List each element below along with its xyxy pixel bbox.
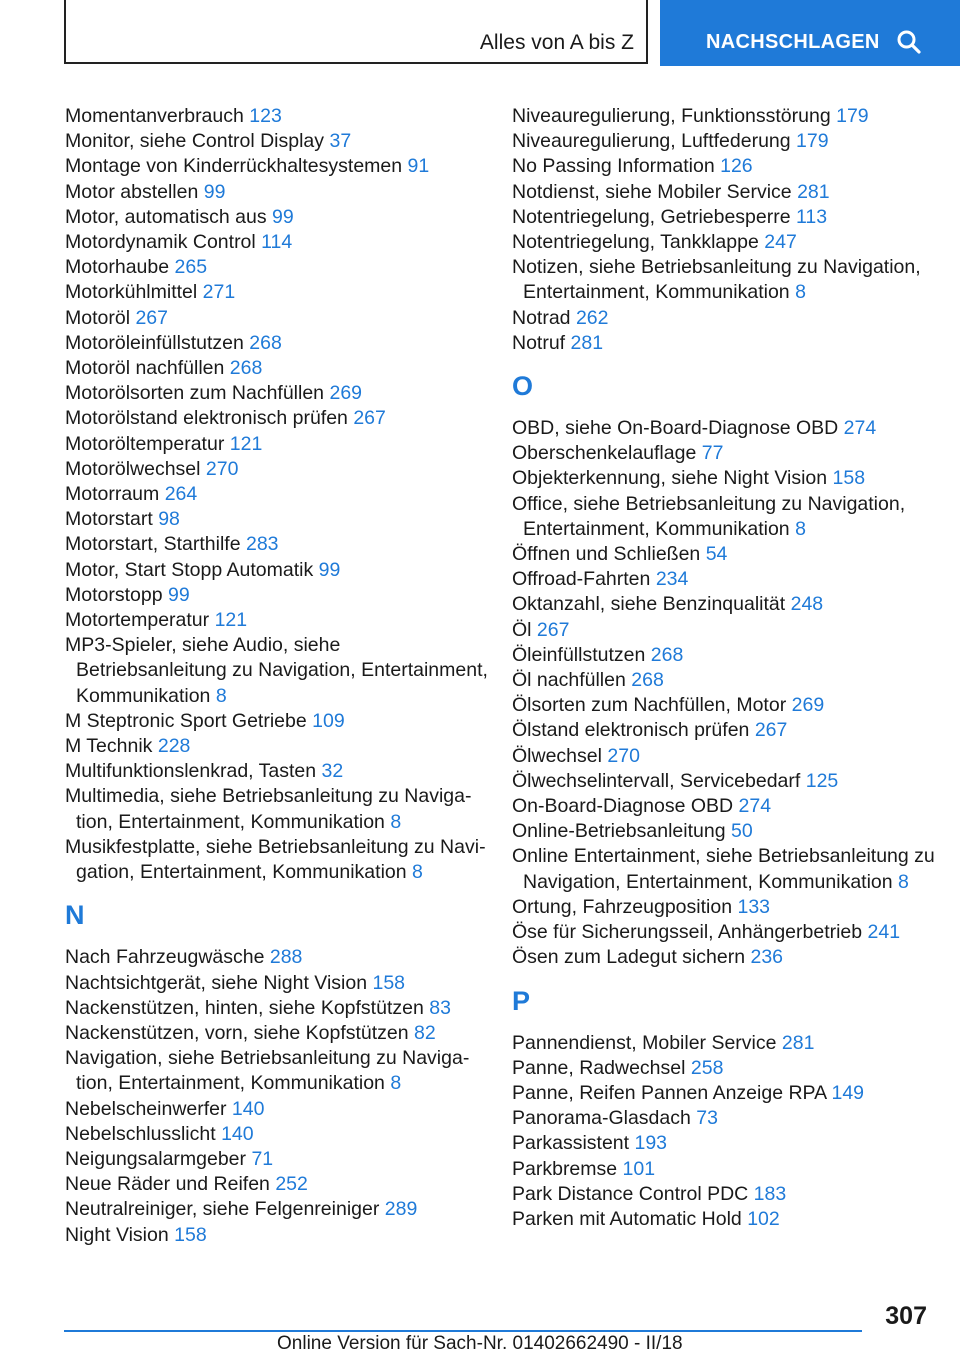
page-reference-link[interactable]: 247 (764, 231, 797, 254)
index-entry-text: Notdienst, siehe Mobiler Service (512, 180, 792, 203)
index-entry-text: M Steptronic Sport Getriebe (65, 709, 307, 732)
page-reference-link[interactable]: 271 (202, 281, 236, 304)
page-reference-link[interactable]: 32 (321, 760, 344, 783)
nachschlagen-tab[interactable] (660, 0, 960, 66)
index-entry-text: Parkbremse (512, 1157, 618, 1180)
page-reference-link[interactable]: 98 (158, 508, 180, 531)
index-entry-text: Nackenstützen, hinten, siehe Kopfstützen (65, 996, 424, 1019)
page-reference-link[interactable]: 50 (730, 820, 753, 843)
index-entry-text: Niveauregulierung, Luftfederung (512, 130, 791, 153)
page-reference-link[interactable]: 99 (167, 583, 190, 606)
index-entry-text: Notrad (512, 306, 571, 329)
index-entry (512, 154, 936, 179)
index-entry (65, 835, 495, 885)
index-entry-text: Musikfestplatte, siehe Betriebsanleitung zu Navigation, Entertainment, Kommunikation (65, 835, 486, 884)
index-entry (512, 466, 936, 491)
page-reference-link[interactable]: 268 (229, 357, 263, 380)
page-reference-link[interactable]: 71 (251, 1147, 274, 1170)
page-reference-link[interactable]: 82 (414, 1021, 436, 1044)
index-entry (65, 945, 495, 970)
page-reference-link[interactable]: 268 (249, 331, 282, 354)
index-entry-text: Offroad-Fahrten (512, 568, 651, 591)
index-entry-text: Motorstopp (65, 583, 163, 606)
index-entry (512, 920, 936, 945)
index-entry-text: Neutralreiniger, siehe Felgenreiniger (65, 1198, 380, 1221)
index-entry (65, 1197, 495, 1222)
index-entry (65, 205, 495, 230)
index-entry (512, 844, 936, 894)
index-entry-text: Ösen zum Ladegut sichern (512, 946, 746, 969)
page-reference-link[interactable]: 262 (575, 306, 609, 329)
index-entry (512, 769, 936, 794)
page-reference-link[interactable]: 281 (570, 331, 604, 354)
section-header (64, 0, 648, 64)
index-entry (512, 104, 936, 129)
index-letter-heading: O (512, 371, 534, 402)
page-reference-link[interactable]: 288 (269, 946, 303, 969)
tab-label: NACHSCHLAGEN (706, 31, 880, 53)
index-entry (512, 693, 936, 718)
page-reference-link[interactable]: 281 (781, 1031, 815, 1054)
index-entry-text: Motortemperatur (65, 609, 210, 632)
index-column-left (65, 104, 495, 1248)
index-entry-text: Notentriegelung, Tankklappe (512, 231, 759, 254)
index-entry (512, 1081, 936, 1106)
page-reference-link[interactable]: 179 (796, 130, 829, 153)
index-entry-text: Ölstand elektronisch prüfen (512, 719, 750, 742)
index-entry-text: Niveauregulierung, Funktionsstörung (512, 105, 831, 127)
index-entry (512, 668, 936, 693)
index-entry-text: Öse für Sicherungsseil, Anhängerbetrieb (512, 921, 863, 944)
index-entry-text: Motorstart (65, 508, 153, 531)
index-entry-text: Motoröltemperatur (65, 432, 225, 455)
index-letter-heading: N (65, 900, 85, 931)
index-entry-text: No Passing Information (512, 155, 715, 178)
index-entry-text: Motordynamik Control (65, 231, 256, 254)
index-entry (65, 1122, 495, 1147)
page-reference-link[interactable]: 268 (631, 669, 664, 692)
index-entry-text: Ortung, Fahrzeugposition (512, 895, 733, 918)
index-entry (512, 542, 936, 567)
index-entry-text: MP3-Spieler, siehe Audio, siehe Betriebsanleitung zu Navigation, Entertainment, Kommunikation (65, 634, 488, 707)
index-entry (65, 406, 495, 431)
index-entry-text: Oberschenkelauflage (512, 442, 697, 465)
index-entry (65, 583, 495, 608)
index-entry (512, 567, 936, 592)
page-reference-link[interactable]: 265 (174, 256, 208, 279)
index-entry (65, 356, 495, 381)
index-entry (512, 331, 936, 356)
index-entry-text: Motorraum (65, 483, 160, 506)
index-entry-text: Night Vision (65, 1223, 169, 1246)
page-reference-link[interactable]: 121 (229, 432, 263, 455)
index-entry (512, 1207, 936, 1232)
index-entry-text: Motor, Start Stopp Automatik (65, 558, 314, 581)
index-column-right (512, 104, 936, 1232)
index-entry (512, 592, 936, 617)
page-reference-link[interactable]: 264 (164, 483, 198, 506)
page-number: 307 (885, 1302, 927, 1330)
page-reference-link[interactable]: 236 (750, 946, 784, 969)
index-entry (512, 441, 936, 466)
index-entry (512, 643, 936, 668)
page-reference-link[interactable]: 8 (390, 1072, 402, 1095)
index-entry-text: Nach Fahrzeugwäsche (65, 946, 265, 969)
index-entry (65, 104, 495, 129)
page-reference-link[interactable]: 269 (791, 694, 825, 717)
page-reference-link[interactable]: 99 (203, 180, 226, 203)
index-entry (512, 744, 936, 769)
index-entry (65, 1147, 495, 1172)
index-entry-text: Parkassistent (512, 1132, 630, 1155)
index-entry (65, 633, 495, 709)
page-reference-link[interactable]: 125 (805, 769, 839, 792)
index-entry (512, 618, 936, 643)
index-entry-text: Panne, Radwechsel (512, 1056, 686, 1079)
page-reference-link[interactable]: 8 (215, 684, 227, 707)
index-entry-text: Monitor, siehe Control Display (65, 130, 325, 153)
index-entry-text: Montage von Kinderrückhaltesystemen (65, 155, 403, 178)
page-reference-link[interactable]: 267 (135, 306, 168, 329)
index-entry (65, 154, 495, 179)
index-entry-text: Parken mit Automatic Hold (512, 1207, 742, 1230)
index-entry-text: Panorama-Glasdach (512, 1107, 691, 1130)
index-entry-text: Motoröleinfüllstutzen (65, 331, 244, 354)
index-entry (512, 819, 936, 844)
index-letter-heading: P (512, 985, 531, 1016)
page-reference-link[interactable]: 283 (245, 533, 279, 556)
index-entry-text: Office, siehe Betriebsanleitung zu Navigation, Entertainment, Kommunikation (512, 492, 906, 540)
index-entry-text: Nebelschlusslicht (65, 1122, 216, 1145)
index-entry (512, 895, 936, 920)
index-entry-text: Öleinfüllstutzen (512, 643, 646, 666)
index-entry-text: Panne, Reifen Pannen Anzeige RPA (512, 1081, 827, 1104)
page-reference-link[interactable]: 99 (318, 558, 341, 581)
page-reference-link[interactable]: 73 (696, 1107, 718, 1130)
footer-version-text: Online Version für Sach-Nr. 01402662490 - II/18 (277, 1333, 683, 1354)
index-entry-text: Nachtsichtgerät, siehe Night Vision (65, 971, 368, 994)
page-reference-link[interactable]: 8 (795, 517, 806, 540)
index-entry (65, 331, 495, 356)
index-entry (512, 1157, 936, 1182)
index-entry (512, 306, 936, 331)
index-entry-text: Motoröl (65, 306, 131, 329)
index-entry-text: Motoröl nachfüllen (65, 357, 225, 380)
page-reference-link[interactable]: 133 (737, 895, 771, 918)
index-entry (65, 734, 495, 759)
index-entry-text: M Technik (65, 735, 153, 758)
index-entry-text: Motor abstellen (65, 180, 199, 203)
index-entry (65, 971, 495, 996)
index-entry-text: OBD, siehe On-Board-Diagnose OBD (512, 417, 839, 440)
index-entry-text: Nebelscheinwerfer (65, 1097, 227, 1120)
page-reference-link[interactable]: 140 (231, 1097, 265, 1120)
page-reference-link[interactable]: 149 (831, 1081, 865, 1104)
index-entry (65, 457, 495, 482)
index-entry-text: Online-Betriebsanleitung (512, 820, 726, 843)
index-entry-text: Öl (512, 618, 532, 641)
page-reference-link[interactable]: 274 (843, 417, 877, 440)
index-entry (65, 1097, 495, 1122)
index-entry (65, 784, 495, 834)
page-reference-link[interactable]: 274 (738, 795, 772, 818)
index-entry (65, 255, 495, 280)
index-entry-text: Multimedia, siehe Betriebsanleitung zu Navigation, Entertainment, Kommunikation (65, 785, 472, 833)
page-reference-link[interactable]: 179 (836, 105, 869, 127)
page-reference-link[interactable]: 234 (655, 568, 689, 591)
index-entry (65, 709, 495, 734)
page-reference-link[interactable]: 109 (312, 709, 345, 732)
index-entry-text: Park Distance Control PDC (512, 1182, 749, 1205)
index-entry (512, 794, 936, 819)
index-entry-text: Notizen, siehe Betriebsanleitung zu Navigation, Entertainment, Kommunikation (512, 256, 921, 304)
index-entry (65, 608, 495, 633)
index-entry (65, 1021, 495, 1046)
page-reference-link[interactable]: 123 (249, 105, 282, 127)
page-reference-link[interactable]: 8 (898, 870, 909, 893)
index-entry (65, 432, 495, 457)
index-entry-text: Motorölsorten zum Nachfüllen (65, 382, 325, 405)
index-entry (512, 1106, 936, 1131)
page-reference-link[interactable]: 83 (429, 996, 451, 1019)
page-reference-link[interactable]: 91 (407, 155, 430, 178)
page-reference-link[interactable]: 99 (272, 205, 294, 228)
index-entry (65, 482, 495, 507)
page-reference-link[interactable]: 193 (634, 1132, 668, 1155)
index-entry (65, 532, 495, 557)
index-entry-text: Ölsorten zum Nachfüllen, Motor (512, 694, 787, 717)
page-reference-link[interactable]: 101 (622, 1157, 656, 1180)
page-reference-link[interactable]: 248 (790, 593, 824, 616)
page-reference-link[interactable]: 183 (753, 1182, 787, 1205)
page-reference-link[interactable]: 121 (214, 609, 248, 632)
index-entry (65, 280, 495, 305)
index-entry (512, 416, 936, 441)
index-entry-text: Oktanzahl, siehe Benzinqualität (512, 593, 786, 616)
index-entry-text: Notruf (512, 331, 566, 354)
index-entry (65, 996, 495, 1021)
index-entry-text: Notentriegelung, Getriebesperre (512, 205, 791, 228)
index-entry-text: On-Board-Diagnose OBD (512, 795, 734, 818)
index-entry-text: Motorölstand elektronisch prüfen (65, 407, 348, 430)
page-reference-link[interactable]: 281 (797, 180, 830, 203)
page-reference-link[interactable]: 126 (720, 155, 753, 178)
index-entry (512, 718, 936, 743)
index-entry-text: Motorhaube (65, 256, 170, 279)
index-entry-text: Online Entertainment, siehe Betriebsanleitung zu Navigation, Entertainment, Kommunikation (512, 845, 935, 893)
page-reference-link[interactable]: 140 (221, 1122, 254, 1145)
page-reference-link[interactable]: 158 (832, 467, 866, 490)
page-reference-link[interactable]: 258 (690, 1056, 724, 1079)
index-entry (512, 255, 936, 305)
index-entry-text: Neue Räder und Reifen (65, 1173, 270, 1196)
page-reference-link[interactable]: 158 (174, 1223, 207, 1246)
index-entry-text: Objekterkennung, siehe Night Vision (512, 467, 828, 490)
page-reference-link[interactable]: 289 (384, 1198, 418, 1221)
index-entry (512, 1056, 936, 1081)
page-reference-link[interactable]: 228 (157, 735, 191, 758)
page-reference-link[interactable]: 270 (607, 744, 640, 767)
page-reference-link[interactable]: 77 (701, 442, 724, 465)
page-reference-link[interactable]: 252 (275, 1173, 308, 1196)
index-entry (65, 1046, 495, 1096)
index-entry-text: Öl nachfüllen (512, 669, 626, 692)
index-entry (65, 180, 495, 205)
index-entry-text: Navigation, siehe Betriebsanleitung zu Navigation, Entertainment, Kommunikation (65, 1047, 470, 1095)
index-entry-text: Ölwechselintervall, Servicebedarf (512, 769, 801, 792)
page-reference-link[interactable]: 267 (353, 407, 386, 430)
page-reference-link[interactable]: 267 (754, 719, 788, 742)
index-entry (65, 1172, 495, 1197)
search-icon (896, 29, 922, 55)
page-reference-link[interactable]: 114 (261, 231, 293, 254)
page-reference-link[interactable]: 8 (412, 861, 423, 884)
index-entry-text: Ölwechsel (512, 744, 602, 767)
index-entry (512, 1182, 936, 1207)
index-entry (65, 759, 495, 784)
index-entry (65, 129, 495, 154)
index-entry (65, 230, 495, 255)
index-entry (65, 1223, 495, 1248)
footer-divider (64, 1330, 862, 1332)
index-entry-text: Momentanverbrauch (65, 105, 244, 127)
index-entry-text: Motorölwechsel (65, 457, 201, 480)
page-reference-link[interactable]: 37 (329, 130, 352, 153)
index-entry (65, 507, 495, 532)
index-entry (512, 1031, 936, 1056)
index-entry (512, 180, 936, 205)
index-entry (65, 306, 495, 331)
index-entry-text: Neigungsalarmgeber (65, 1147, 247, 1170)
page-reference-link[interactable]: 270 (205, 457, 239, 480)
index-entry (512, 945, 936, 970)
index-entry-text: Nackenstützen, vorn, siehe Kopfstützen (65, 1021, 409, 1044)
index-entry (512, 230, 936, 255)
page-reference-link[interactable]: 158 (372, 971, 406, 994)
page-reference-link[interactable]: 268 (650, 643, 684, 666)
page-reference-link[interactable]: 102 (747, 1207, 780, 1230)
section-title: Alles von A bis Z (479, 31, 634, 54)
page-reference-link[interactable]: 8 (390, 810, 402, 833)
page-reference-link[interactable]: 241 (867, 921, 901, 944)
index-entry-text: Öffnen und Schließen (512, 543, 701, 566)
index-entry-text: Multifunktionslenkrad, Tasten (65, 760, 317, 783)
index-entry-text: Motor, automatisch aus (65, 205, 267, 228)
index-entry (65, 381, 495, 406)
index-entry-text: Motorstart, Starthilfe (65, 533, 241, 556)
page-reference-link[interactable]: 113 (796, 205, 828, 228)
index-entry (512, 205, 936, 230)
page-reference-link[interactable]: 54 (705, 543, 728, 566)
index-entry (512, 492, 936, 542)
page-reference-link[interactable]: 8 (795, 281, 806, 304)
index-entry (65, 558, 495, 583)
index-entry (512, 129, 936, 154)
index-entry-text: Pannendienst, Mobiler Service (512, 1031, 777, 1054)
index-entry-text: Motorkühlmittel (65, 281, 198, 304)
index-entry (512, 1131, 936, 1156)
page-reference-link[interactable]: 267 (536, 618, 570, 641)
page-reference-link[interactable]: 269 (329, 382, 363, 405)
